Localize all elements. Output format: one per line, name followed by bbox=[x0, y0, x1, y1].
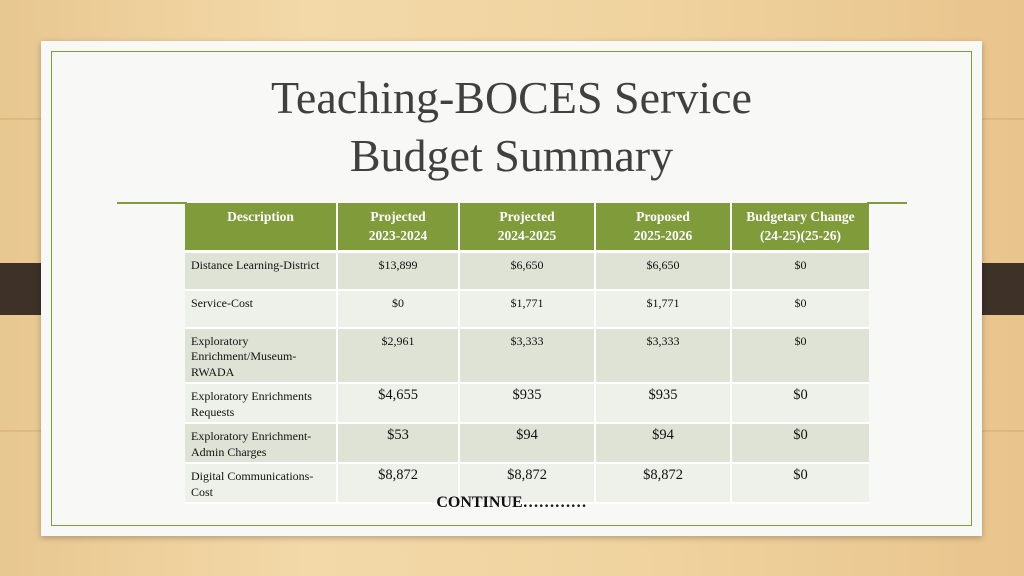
header-year: 2025-2026 bbox=[633, 228, 693, 243]
cell-proposed-2025-2026: $3,333 bbox=[595, 328, 731, 384]
cell-projected-2023-2024: $13,899 bbox=[337, 252, 459, 290]
cell-description: Distance Learning-District bbox=[185, 252, 337, 290]
cell-description: Service-Cost bbox=[185, 290, 337, 328]
table-row bbox=[185, 252, 869, 290]
header-label: Budgetary Change bbox=[746, 209, 855, 224]
cell-projected-2024-2025: $8,872 bbox=[459, 463, 595, 503]
cell-description: Exploratory Enrichments Requests bbox=[185, 383, 337, 423]
header-year: (24-25)(25-26) bbox=[760, 228, 841, 243]
header-label: Description bbox=[227, 209, 294, 224]
title-rule-left bbox=[117, 202, 187, 204]
header-label: Projected bbox=[370, 209, 426, 224]
header-proposed-2025-2026 bbox=[595, 203, 731, 252]
header-label: Projected bbox=[499, 209, 555, 224]
header-description bbox=[185, 203, 337, 252]
cell-budgetary-change: $0 bbox=[731, 383, 869, 423]
cell-description: Exploratory Enrichment/Museum-RWADA bbox=[185, 328, 337, 384]
cell-projected-2023-2024: $0 bbox=[337, 290, 459, 328]
header-budgetary-change bbox=[731, 203, 869, 252]
table-header-row bbox=[185, 203, 869, 252]
cell-projected-2024-2025: $6,650 bbox=[459, 252, 595, 290]
cell-projected-2024-2025: $935 bbox=[459, 383, 595, 423]
cell-budgetary-change: $0 bbox=[731, 328, 869, 384]
cell-proposed-2025-2026: $1,771 bbox=[595, 290, 731, 328]
cell-projected-2023-2024: $53 bbox=[337, 423, 459, 463]
cell-projected-2024-2025: $1,771 bbox=[459, 290, 595, 328]
cell-proposed-2025-2026: $6,650 bbox=[595, 252, 731, 290]
header-projected-2023-2024 bbox=[337, 203, 459, 252]
cell-projected-2023-2024: $8,872 bbox=[337, 463, 459, 503]
cell-projected-2024-2025: $3,333 bbox=[459, 328, 595, 384]
table-row bbox=[185, 423, 869, 463]
cell-proposed-2025-2026: $935 bbox=[595, 383, 731, 423]
cell-projected-2024-2025: $94 bbox=[459, 423, 595, 463]
header-year: 2024-2025 bbox=[497, 228, 557, 243]
cell-budgetary-change: $0 bbox=[731, 423, 869, 463]
cell-budgetary-change: $0 bbox=[731, 252, 869, 290]
cell-description: Exploratory Enrichment-Admin Charges bbox=[185, 423, 337, 463]
slide-title bbox=[41, 69, 982, 185]
cell-budgetary-change: $0 bbox=[731, 290, 869, 328]
cell-description: Digital Communications-Cost bbox=[185, 463, 337, 503]
header-year: 2023-2024 bbox=[368, 228, 428, 243]
cell-proposed-2025-2026: $8,872 bbox=[595, 463, 731, 503]
slide bbox=[41, 41, 982, 536]
budget-table bbox=[185, 203, 869, 504]
header-label: Proposed bbox=[636, 209, 690, 224]
continue-label: CONTINUE………… bbox=[436, 494, 587, 511]
title-rule-right bbox=[867, 202, 907, 204]
title-line-2: Budget Summary bbox=[349, 130, 674, 181]
title-line-1: Teaching-BOCES Service bbox=[271, 72, 752, 123]
table-row bbox=[185, 290, 869, 328]
cell-proposed-2025-2026: $94 bbox=[595, 423, 731, 463]
header-projected-2024-2025 bbox=[459, 203, 595, 252]
table-row bbox=[185, 383, 869, 423]
cell-projected-2023-2024: $4,655 bbox=[337, 383, 459, 423]
cell-projected-2023-2024: $2,961 bbox=[337, 328, 459, 384]
table-row bbox=[185, 328, 869, 384]
cell-budgetary-change: $0 bbox=[731, 463, 869, 503]
